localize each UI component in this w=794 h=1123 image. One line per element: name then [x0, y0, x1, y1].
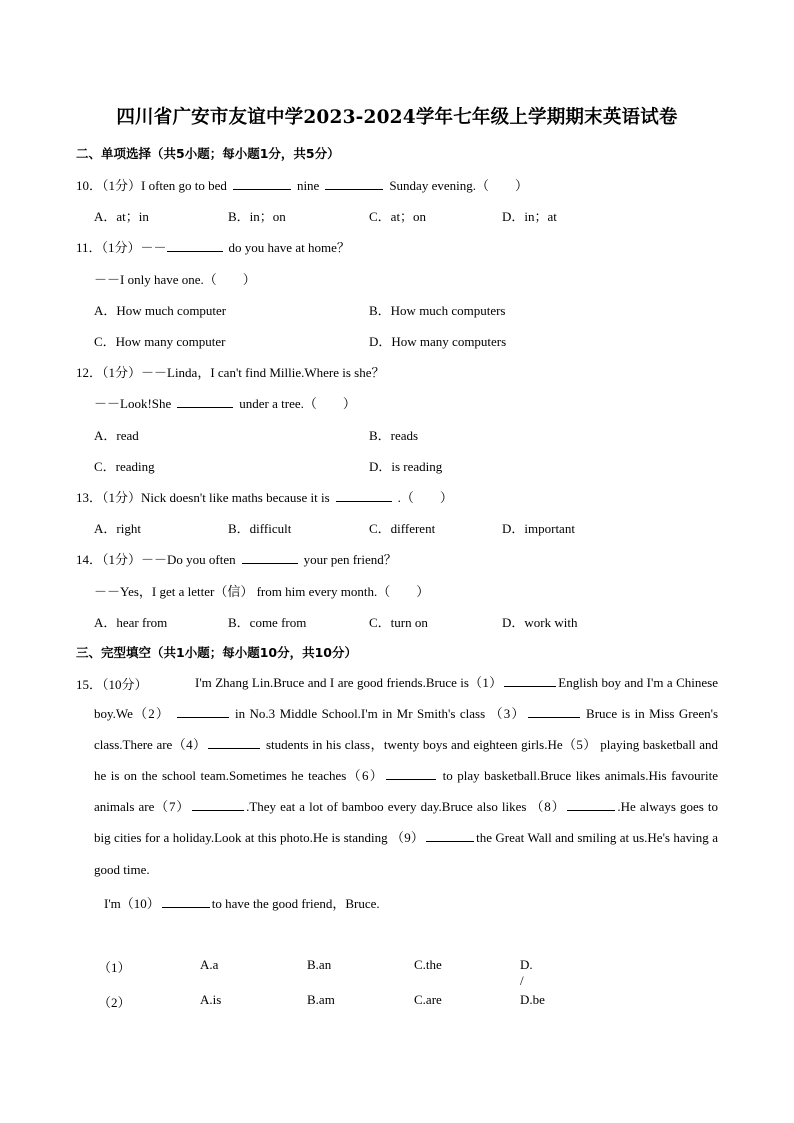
cloze-blank-8 [567, 798, 615, 811]
answer-blank [177, 395, 233, 408]
choice-number: （2） [98, 995, 131, 1010]
question-14-lead: 14．（1分）－－Do you often [76, 552, 236, 567]
option-d: D．How many computers [369, 334, 507, 349]
passage-text: Bruce is in Miss Green's class.There are（4） [94, 706, 719, 753]
option-c: C．turn on [369, 615, 428, 630]
section-heading-cloze: 三、完型填空（共1小题；每小题10分，共10分） [76, 645, 357, 660]
option-d: D．work with [502, 615, 578, 630]
cloze-blank-2 [177, 705, 229, 718]
passage-text: English boy and I'm a Chinese boy.We（2） [94, 675, 718, 722]
choice-b: B.am [307, 992, 335, 1007]
cloze-blank-9 [426, 829, 474, 842]
option-d: D．in；at [502, 209, 557, 224]
cloze-blank-7 [192, 798, 244, 811]
question-10-mid: nine [296, 178, 320, 193]
question-14-tail: your pen friend？ [303, 552, 397, 567]
choice-b: B.an [307, 957, 332, 972]
question-14-reply: －－Yes，I get a letter（信） from him every month.（ ） [94, 584, 430, 599]
question-10-lead: 10．（1分）I often go to bed [76, 178, 227, 193]
option-c: C．reading [94, 459, 155, 474]
question-11-tail: do you have at home？ [228, 240, 350, 255]
passage-text: in No.3 Middle School.I'm in Mr Smith's class （3） [234, 706, 526, 722]
option-a: A．right [94, 521, 141, 536]
answer-blank [233, 177, 291, 190]
question-12-tail: under a tree.（ ） [239, 396, 356, 411]
option-b: B．come from [228, 615, 307, 630]
option-b: B．reads [369, 428, 419, 443]
question-13-tail: .（ ） [397, 490, 453, 505]
option-b: B．in；on [228, 209, 286, 224]
answer-blank [167, 239, 223, 252]
question-14 [76, 549, 397, 568]
passage-text: I'm（10） [104, 896, 160, 911]
question-12-reply [94, 393, 356, 412]
choice-a: A.is [200, 992, 222, 1007]
question-11 [76, 237, 350, 256]
answer-blank [242, 551, 298, 564]
option-b: B．difficult [228, 521, 292, 536]
choice-c: C.are [414, 992, 442, 1007]
cloze-blank-3 [528, 705, 580, 718]
passage-text: playing basketball and he is on the school team.Sometimes he teaches（6） [94, 737, 719, 784]
question-10-tail: Sunday evening.（ ） [389, 178, 528, 193]
cloze-passage [94, 667, 718, 885]
passage-text: to have the good friend，Bruce. [211, 896, 380, 911]
section-heading-single-choice: 二、单项选择（共5小题；每小题1分，共5分） [76, 146, 340, 161]
page-title: 四川省广安市友谊中学2023-2024学年七年级上学期期末英语试卷 [116, 107, 678, 128]
option-a: A．read [94, 428, 139, 443]
question-11-reply: －－I only have one.（ ） [94, 272, 256, 287]
option-d: D．important [502, 521, 575, 536]
choice-c: C.the [414, 957, 442, 972]
passage-text: .They eat a lot of bamboo every day.Bruce also likes （8） [246, 799, 566, 815]
cloze-blank-10 [162, 895, 210, 908]
passage-closing [104, 893, 380, 912]
question-10 [76, 175, 528, 194]
question-13 [76, 487, 453, 506]
answer-blank [336, 489, 392, 502]
choice-number: （1） [98, 960, 131, 975]
passage-text: .He always goes to big cities for a holiday.Look at this photo.He is standing （9） [94, 799, 718, 846]
passage-text: students in his class，twenty boys and eighteen girls.He（5） [266, 737, 597, 753]
answer-blank [325, 177, 383, 190]
passage-text: the Great Wall and smiling at us.He's having a good time. [94, 830, 718, 877]
choice-d: D. / [520, 957, 533, 988]
question-11-lead: 11．（1分）－－ [76, 240, 167, 255]
cloze-blank-4 [208, 736, 260, 749]
choice-a: A.a [200, 957, 219, 972]
option-c: C．different [369, 521, 436, 536]
choice-d: D.be [520, 992, 545, 1007]
question-12-lead: －－Look!She [94, 396, 172, 411]
option-b: B．How much computers [369, 303, 506, 318]
option-a: A．hear from [94, 615, 168, 630]
option-a: A．at；in [94, 209, 149, 224]
option-a: A．How much computer [94, 303, 227, 318]
cloze-blank-1 [504, 674, 556, 687]
option-c: C．at；on [369, 209, 427, 224]
cloze-blank-6 [386, 767, 436, 780]
question-15-number: 15．（10分） [76, 677, 148, 692]
option-d: D．is reading [369, 459, 443, 474]
passage-text: to play basketball.Bruce likes animals.His favourite animals are（7） [94, 768, 718, 815]
question-12: 12．（1分）－－Linda，I can't find Millie.Where is she？ [76, 365, 385, 380]
passage-text: I'm Zhang Lin.Bruce and I are good friends.Bruce is（1） [195, 675, 503, 690]
option-c: C．How many computer [94, 334, 226, 349]
question-13-lead: 13．（1分）Nick doesn't like maths because it is [76, 490, 330, 505]
